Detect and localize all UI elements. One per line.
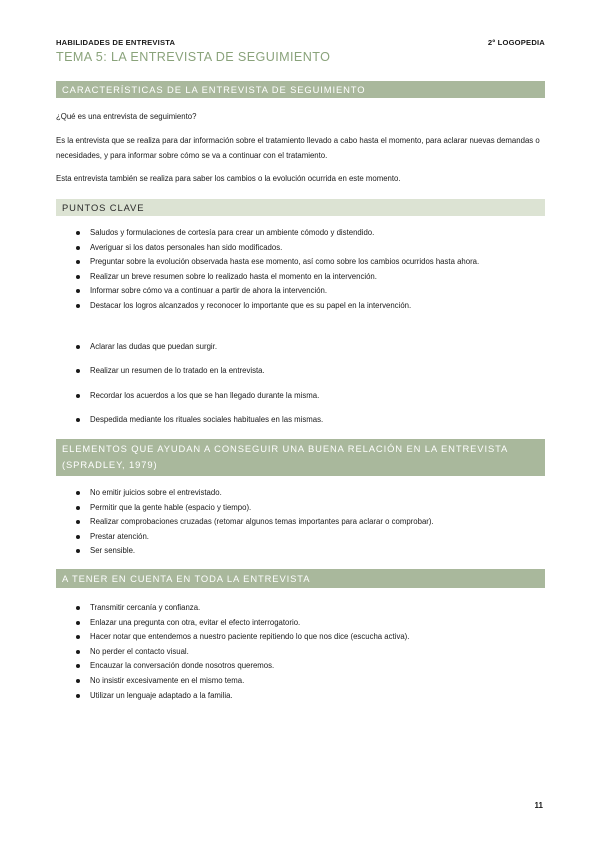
list-item: Hacer notar que entendemos a nuestro paciente repitiendo lo que nos dice (escucha activa). [56,630,545,645]
question-text: ¿Qué es una entrevista de seguimiento? [56,112,197,121]
section-heading-tener-en-cuenta: A TENER EN CUENTA EN TODA LA ENTREVISTA [56,569,545,588]
list-item: Prestar atención. [56,530,545,545]
list-item: Encauzar la conversación donde nosotros queremos. [56,659,545,674]
key-points-list-b-4 [56,413,545,428]
list-item: No emitir juicios sobre el entrevistado. [56,486,545,501]
page-title: TEMA 5: LA ENTREVISTA DE SEGUIMIENTO [56,50,331,64]
paragraph-definition: Es la entrevista que se realiza para dar información sobre el tratamiento llevado a cabo hasta el momento, para aclarar nuevas demandas o necesidades, y para informar sobre cómo se va a continuar con el tratamiento. [56,136,540,160]
list-item: Realizar comprobaciones cruzadas (retomar algunos temas importantes para aclarar o comprobar). [56,515,545,530]
list-item: Recordar los acuerdos a los que se han llegado durante la misma. [56,389,545,404]
running-header-subject: HABILIDADES DE ENTREVISTA [56,38,176,47]
list-item: No perder el contacto visual. [56,645,545,660]
list-item: Transmitir cercanía y confianza. [56,601,545,616]
section-heading-elementos [56,439,545,476]
key-points-list-b-1 [56,340,545,355]
list-item: Realizar un resumen de lo tratado en la entrevista. [56,364,545,379]
relationship-elements-list [56,486,545,559]
section-heading-line: (SPRADLEY, 1979) [62,459,158,470]
list-item: Ser sensible. [56,544,545,559]
list-item: Averiguar si los datos personales han sido modificados. [56,241,545,256]
list-item: Enlazar una pregunta con otra, evitar el efecto interrogatorio. [56,616,545,631]
key-points-list-b-3 [56,389,545,404]
list-item: Preguntar sobre la evolución observada hasta ese momento, así como sobre los cambios ocurridos hasta ahora. [56,255,545,270]
list-item: Utilizar un lenguaje adaptado a la familia. [56,689,545,704]
list-item: Aclarar las dudas que puedan surgir. [56,340,545,355]
list-item: Informar sobre cómo va a continuar a partir de ahora la intervención. [56,284,545,299]
list-item: No insistir excesivamente en el mismo tema. [56,674,545,689]
list-item: Saludos y formulaciones de cortesía para crear un ambiente cómodo y distendido. [56,226,545,241]
considerations-list [56,601,545,703]
running-header-course: 2º LOGOPEDIA [487,38,545,47]
section-heading-line: ELEMENTOS QUE AYUDAN A CONSEGUIR UNA BUENA RELACIÓN EN LA ENTREVISTA [62,443,509,454]
paragraph-changes: Esta entrevista también se realiza para saber los cambios o la evolución ocurrida en este momento. [56,174,401,183]
list-item: Realizar un breve resumen sobre lo realizado hasta el momento en la intervención. [56,270,545,285]
page-number: 11 [534,801,543,810]
list-item: Destacar los logros alcanzados y reconocer lo importante que es su papel en la intervención. [56,299,545,314]
key-points-list-a [56,226,545,314]
list-item: Permitir que la gente hable (espacio y tiempo). [56,501,545,516]
section-heading-puntos-clave: PUNTOS CLAVE [56,199,545,216]
section-heading-caracteristicas: CARACTERÍSTICAS DE LA ENTREVISTA DE SEGUIMIENTO [56,81,545,98]
key-points-list-b-2 [56,364,545,379]
list-item: Despedida mediante los rituales sociales habituales en las mismas. [56,413,545,428]
